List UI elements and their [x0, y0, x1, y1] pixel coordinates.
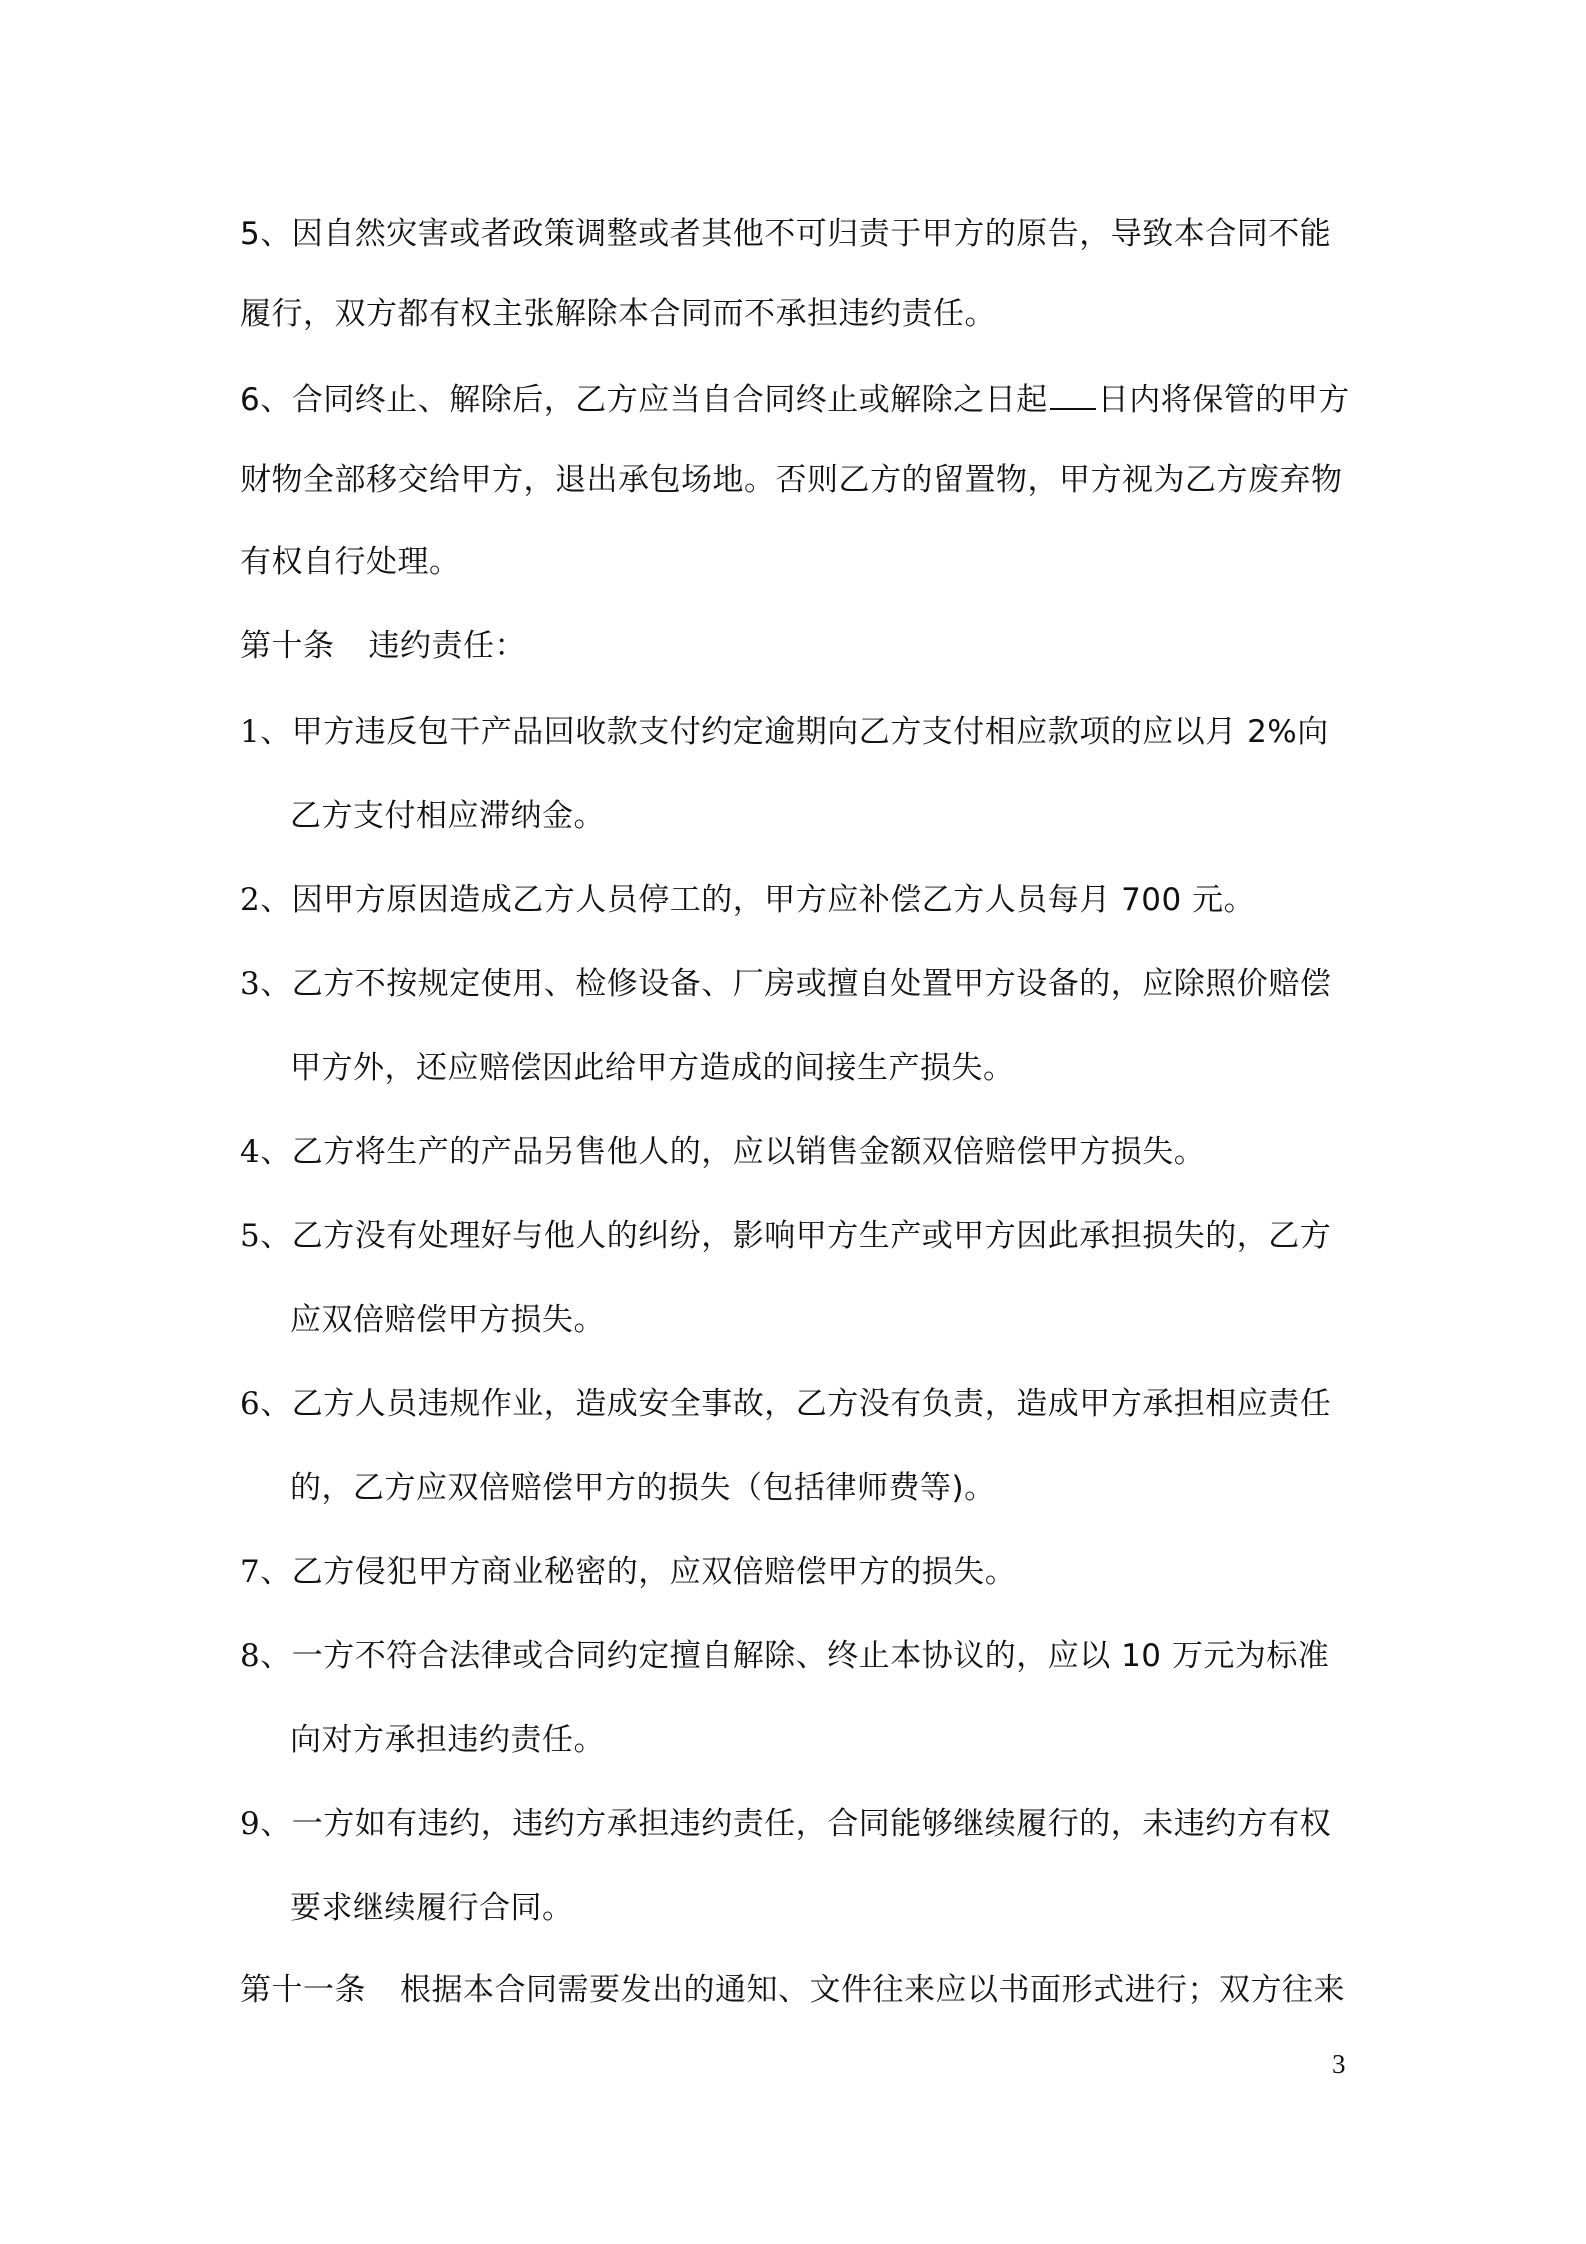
article-11-text: 根据本合同需要发出的通知、文件往来应以书面形式进行；双方往来: [400, 1972, 1345, 2008]
clause-9-item-6-line-2: 财物全部移交给甲方，退出承包场地。否则乙方的留置物，甲方视为乙方废弃物: [240, 462, 1343, 498]
item-number: 6、: [240, 1386, 292, 1422]
clause-9-item-6-line-1: [240, 378, 1360, 418]
item-text: 乙方不按规定使用、检修设备、厂房或擅自处置甲方设备的，应除照价赔偿: [291, 966, 1332, 1002]
article-11-line-1: [240, 1970, 1360, 2010]
article-10-item-8: [240, 1636, 1360, 1676]
clause-9-item-6-text-b: 日内将保管的甲方: [1097, 382, 1350, 418]
item-number: 5、: [240, 1218, 292, 1254]
article-10-item-6: [240, 1384, 1360, 1424]
item-number: 3、: [240, 966, 292, 1002]
article-10-item-5: [240, 1216, 1360, 1256]
item-text: 甲方违反包干产品回收款支付约定逾期向乙方支付相应款项的应以月 2%向: [291, 714, 1329, 750]
article-10-item-3-continuation: 甲方外，还应赔偿因此给甲方造成的间接生产损失。: [290, 1050, 1015, 1086]
item-text: 乙方人员违规作业，造成安全事故，乙方没有负责，造成甲方承担相应责任: [291, 1386, 1332, 1422]
clause-9-item-6-line-3: 有权自行处理。: [240, 544, 461, 580]
item-text: 乙方侵犯甲方商业秘密的，应双倍赔偿甲方的损失。: [291, 1554, 1017, 1590]
item-number: 1、: [240, 714, 292, 750]
page-number: 3: [1332, 2049, 1346, 2079]
article-10-item-1: [240, 712, 1360, 752]
article-10-item-7: [240, 1552, 1360, 1592]
item-number: 2、: [240, 882, 292, 918]
clause-9-item-5-line-2: 履行，双方都有权主张解除本合同而不承担违约责任。: [240, 296, 996, 332]
item-text: 因甲方原因造成乙方人员停工的，甲方应补偿乙方人员每月 700 元。: [291, 882, 1256, 918]
clause-9-item-6-text-a: 6、合同终止、解除后，乙方应当自合同终止或解除之日起: [240, 382, 1048, 418]
article-10-item-8-continuation: 向对方承担违约责任。: [290, 1722, 605, 1758]
item-number: 7、: [240, 1554, 292, 1590]
article-10-item-6-continuation: 的，乙方应双倍赔偿甲方的损失（包括律师费等)。: [290, 1470, 996, 1506]
article-10-item-1-continuation: 乙方支付相应滞纳金。: [290, 798, 605, 834]
item-number: 8、: [240, 1638, 292, 1674]
item-number: 4、: [240, 1134, 292, 1170]
item-text: 一方不符合法律或合同约定擅自解除、终止本协议的，应以 10 万元为标准: [291, 1638, 1330, 1674]
clause-9-item-5-line-1: 5、因自然灾害或者政策调整或者其他不可归责于甲方的原告，导致本合同不能: [240, 216, 1332, 252]
item-text: 乙方将生产的产品另售他人的，应以销售金额双倍赔偿甲方损失。: [291, 1134, 1206, 1170]
article-10-number: 第十条: [240, 628, 335, 664]
item-text: 一方如有违约，违约方承担违约责任，合同能够继续履行的，未违约方有权: [291, 1806, 1332, 1842]
article-10-item-9: [240, 1804, 1360, 1844]
article-10-item-5-continuation: 应双倍赔偿甲方损失。: [290, 1302, 605, 1338]
item-text: 乙方没有处理好与他人的纠纷，影响甲方生产或甲方因此承担损失的，乙方: [291, 1218, 1332, 1254]
article-10-title: 违约责任：: [368, 628, 526, 664]
item-number: 9、: [240, 1806, 292, 1842]
article-10-item-2: [240, 880, 1360, 920]
fill-in-blank: [1050, 378, 1096, 410]
article-11-number: 第十一条: [240, 1972, 366, 2008]
article-10-item-9-continuation: 要求继续履行合同。: [290, 1890, 574, 1926]
article-10-item-3: [240, 964, 1360, 1004]
article-10-heading: [240, 626, 1360, 666]
article-10-item-4: [240, 1132, 1360, 1172]
